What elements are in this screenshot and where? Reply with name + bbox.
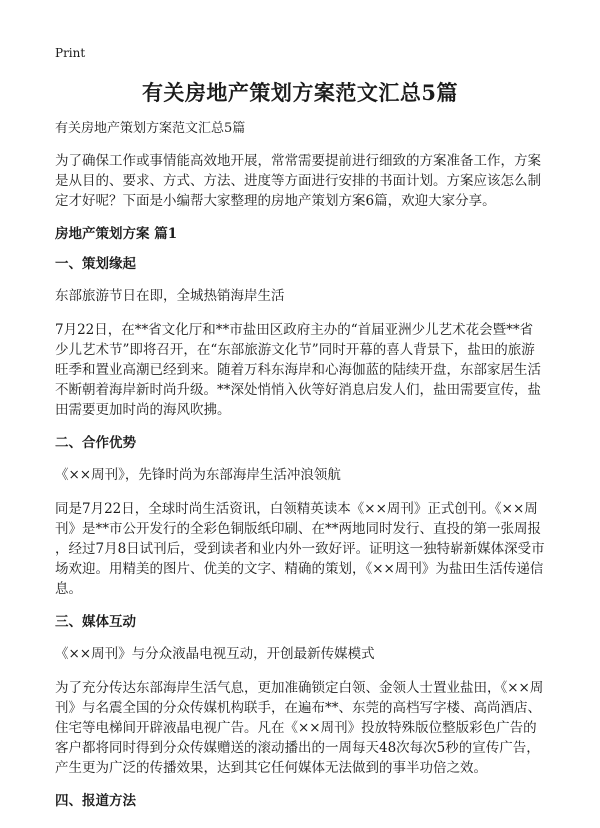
section-planning-origin xyxy=(55,256,545,420)
section-media-interaction xyxy=(55,614,545,778)
print-button[interactable]: Print xyxy=(55,46,86,60)
intro-paragraph: 为了确保工作或事情能高效地开展，常常需要提前进行细致的方案准备工作，方案是从目的、要求、方式、方法、进度等方面进行安排的书面计划。方案应该怎么制定才好呢？下面是小编帮大家整理的房地产策划方案6篇，欢迎大家分享。 xyxy=(55,153,541,209)
section-2-heading: 二、合作优势 xyxy=(55,435,136,451)
section-1-body: 7月22日，在**省文化厅和**市盐田区政府主办的“首届亚洲少儿艺术花会暨**省少儿艺术节”即将召开，在“东部旅游文化节”同时开幕的喜人背景下，盐田的旅游旺季和置业高潮已经到来。随着万科东海岸和心海伽蓝的陆续开盘，东部家居生活不断朝着海岸新时尚升级。**深处悄悄入伙等好消息启发人们，盐田需要宣传，盐田需要更加时尚的海风吹拂。 xyxy=(55,322,541,418)
section-4-heading: 四、报道方法 xyxy=(55,793,136,809)
article-heading: 房地产策划方案 篇1 xyxy=(55,226,178,242)
document-subtitle: 有关房地产策划方案范文汇总5篇 xyxy=(55,121,246,136)
section-cooperation-advantage xyxy=(55,435,545,599)
section-2-lead: 《××周刊》，先锋时尚为东部海岸生活冲浪领航 xyxy=(55,467,341,483)
section-1-lead: 东部旅游节日在即，全城热销海岸生活 xyxy=(55,288,285,304)
section-3-lead: 《××周刊》与分众液晶电视互动，开创最新传媒模式 xyxy=(55,646,375,662)
section-3-body: 为了充分传达东部海岸生活气息，更加准确锁定白领、金领人士置业盐田，《××周刊》与名震全国的分众传媒机构联手，在遍布**、东莞的高档写字楼、高尚酒店、住宅等电梯间开辟液晶电视广告。凡在《××周刊》投放特殊版位整版彩色广告的客户都将同时得到分众传媒赠送的滚动播出的一周每天48次每次5秒的宣传广告，产生更为广泛的传播效果，达到其它任何媒体无法做到的事半功倍之效。 xyxy=(55,680,544,776)
section-3-heading: 三、媒体互动 xyxy=(55,614,136,630)
section-2-body: 同是7月22日，全球时尚生活资讯，白领精英读本《××周刊》正式创刊。《××周刊》是**市公开发行的全彩色铜版纸印刷、在**两地同时发行、直投的第一张周报，经过7月8日试刊后，受到读者和业内外一致好评。证明这一独特崭新媒体深受市场欢迎。用精美的图片、优美的文字、精确的策划，《××周刊》为盐田生活传递信息。 xyxy=(55,501,545,597)
section-1-heading: 一、策划缘起 xyxy=(55,256,136,272)
section-report-method xyxy=(55,793,545,809)
page-title: 有关房地产策划方案范文汇总5篇 xyxy=(141,80,459,105)
